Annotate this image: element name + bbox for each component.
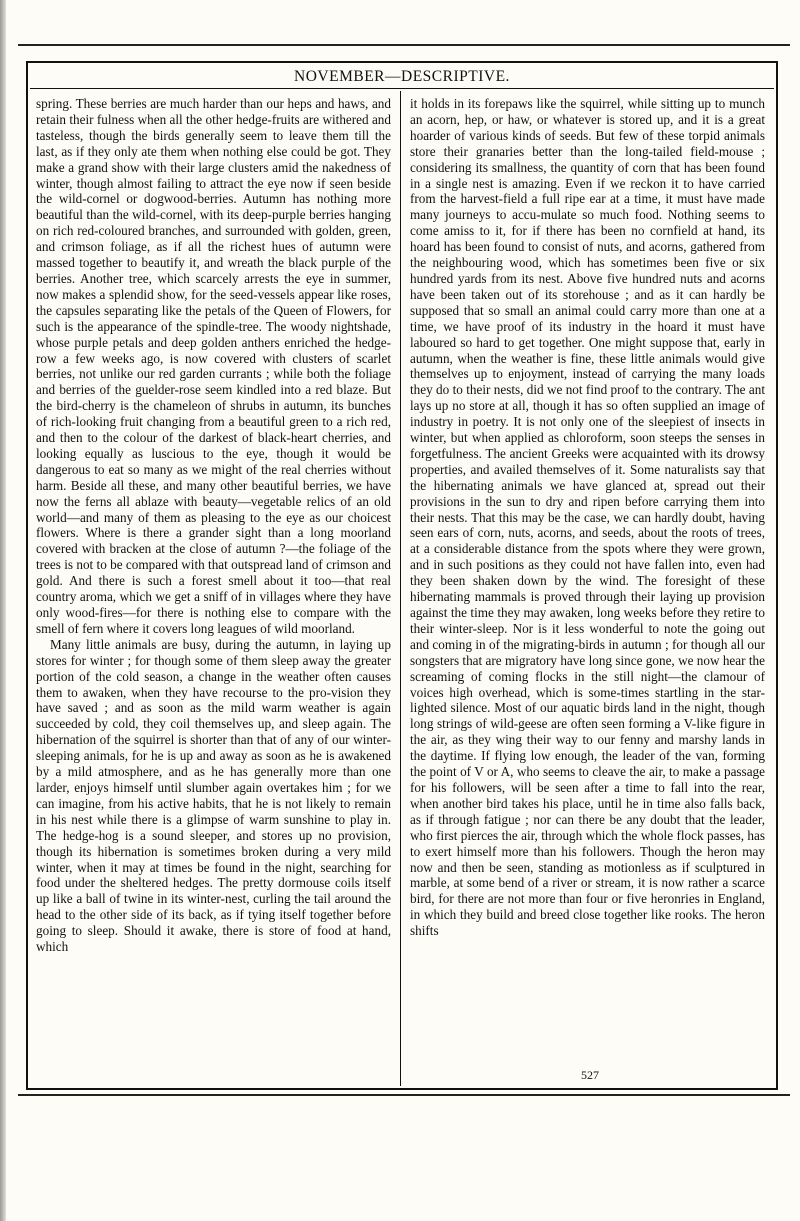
left-column bbox=[36, 96, 391, 955]
paragraph: it holds in its forepaws like the squirrel, while sitting up to munch an acorn, hep, or haw, or whatever is stored up, and it is a great hoarder of various kinds of seeds. But few of these torpid animals store their granaries better than the long-tailed field-mouse ; considering its smallness, the quantity of corn that has been found in a single nest is amazing. Even if we reckon it to have carried from the harvest-field a full ripe ear at a time, it must have made many journeys to accu-mulate so much food. Nothing seems to come amiss to it, for if there has been no cornfield at hand, its hoard has been found to consist of nuts, and acorns, gathered from the neighbouring wood, which has sometimes been five or six hundred yards from its nest. Above five hundred nuts and acorns have been taken out of its storehouse ; and as it can hardly be supposed that so small an animal could carry more than one at a time, we have proof of its industry in the hoard it must have laboured so hard to get together. One might suppose that, early in autumn, when the weather is fine, these little animals would give themselves up to enjoyment, instead of carrying the many loads they do to their nests, did we not find proof to the contrary. The ant lays up no store at all, though it has so often supplied an image of industry in poetry. It is not only one of the sleepiest of insects in winter, but when applied as chloroform, soon steeps the senses in forgetfulness. The ancient Greeks were acquainted with its drowsy properties, and availed themselves of it. Some naturalists say that the hibernating animals we have glanced at, spread out their provisions in the sun to dry and ripen before carrying them into their nests. That this may be the case, we can hardly doubt, having seen ears of corn, nuts, acorns, and seeds, about the roots of trees, at a considerable distance from the spots where they were grown, and in such positions as they could not have fallen into, even had they been shaken down by the wind. The foresight of these hibernating mammals is proved through their laying up provision against the time they may awaken, long weeks before they retire to their winter-sleep. Nor is it less wonderful to note the going out and coming in of the migrating-birds in autumn ; for though all our songsters that are migratory have long since gone, we now hear the screaming of coming flocks in the still night—the clamour of voices high overhead, which is some-times startling in the star-lighted silence. Most of our aquatic birds land in the night, though long strings of wild-geese are often seen forming a V-like figure in the air, as they wing their way to our fenny and marshy lands in the daytime. If flying low enough, the leader of the van, forming the point of V or A, who seems to cleave the air, to make a passage for his followers, will be seen after a time to fall into the rear, when another bird takes his place, until he in time also falls back, as if through fatigue ; nor can there be any doubt that the leader, who first pierces the air, through which the whole flock passes, has to exert himself more than his followers. Though the heron may now and then be seen, standing as motionless as if sculptured in marble, at some bend of a river or stream, it is now rather a scarce bird, for there are not more than four or five heronries in England, in which they build and breed close together like rooks. The heron shifts bbox=[410, 96, 765, 939]
binding-edge bbox=[0, 0, 6, 1221]
paragraph: spring. These berries are much harder than our heps and haws, and retain their fulness when all the other hedge-fruits are withered and tasteless, though the birds generally seem to leave them till the last, as if they only ate them when nothing else could be got. They make a grand show with their large clusters amid the nakedness of winter, though almost failing to attract the eye now if seen beside the wild-cornel or dogwood-berries. Autumn has nothing more beautiful than the wild-cornel, with its deep-purple berries hanging on rich red-coloured branches, and surrounded with golden, green, and crimson foliage, as if all the richest hues of autumn were massed together to beautify it, and wreath the black purple of the berries. Another tree, which scarcely arrests the eye in summer, now makes a splendid show, for the seed-vessels appear like roses, the capsules separating like the petals of the Queen of Flowers, for such is the appearance of the spindle-tree. The woody nightshade, whose purple petals and deep golden anthers enriched the hedge-row a few weeks ago, is now covered with clusters of scarlet berries, not unlike our red garden currants ; while both the foliage and berries of the guelder-rose seem kindled into a red blaze. But the bird-cherry is the chameleon of shrubs in autumn, its bunches of rich-looking fruit changing from a beautiful green to a rich red, and then to the colour of the darkest of black-heart cherries, and looking equally as luscious to the eye, though it would be dangerous to eat so many as we might of the real cherries without harm. Beside all these, and many other beautiful berries, we have now the ferns all ablaze with beauty—vegetable relics of an old world—and many of them as pleasing to the eye as our choicest flowers. Where is there a grander sight than a long moorland covered with bracken at the close of autumn ?—the foliage of the trees is not to be compared with that outspread land of crimson and gold. And there is such a forest smell about it too—that real country aroma, which we get a sniff of in villages where they have only wood-fires—for there is nothing else to compare with the smell of fern where it covers long leagues of wild moorland. bbox=[36, 96, 391, 636]
bottom-rule bbox=[18, 1094, 790, 1096]
paragraph: Many little animals are busy, during the autumn, in laying up stores for winter ; for though some of them sleep away the greater portion of the cold season, a change in the weather often causes them to awaken, when they have recourse to the pro-vision they have saved ; and as soon as the mild warm weather is again succeeded by cold, they coil themselves up, and sleep again. The hibernation of the squirrel is shorter than that of any of our winter-sleeping animals, for he is up and away as soon as he is awakened by a mild atmosphere, and as he has generally more than one larder, enjoys himself until slumber again overtakes him ; for we can imagine, from his active habits, that he is not likely to remain in his nest while there is a glimpse of warm sunshine to play in. The hedge-hog is a sound sleeper, and stores up no provision, though its hibernation is sometimes broken during a very mild winter, when it may at times be found in the night, searching for food under the sheltered hedges. The pretty dormouse coils itself up like a ball of twine in its winter-nest, curling the tail around the head to the other side of its back, as if tying itself together before going to sleep. Should it awake, there is store of food at hand, which bbox=[36, 636, 391, 955]
page-header-title: NOVEMBER—DESCRIPTIVE. bbox=[294, 68, 510, 85]
header-rule bbox=[30, 88, 774, 89]
top-rule bbox=[18, 44, 790, 46]
page-number: 527 bbox=[581, 1068, 599, 1082]
right-column bbox=[410, 96, 765, 939]
column-divider bbox=[400, 91, 401, 1086]
